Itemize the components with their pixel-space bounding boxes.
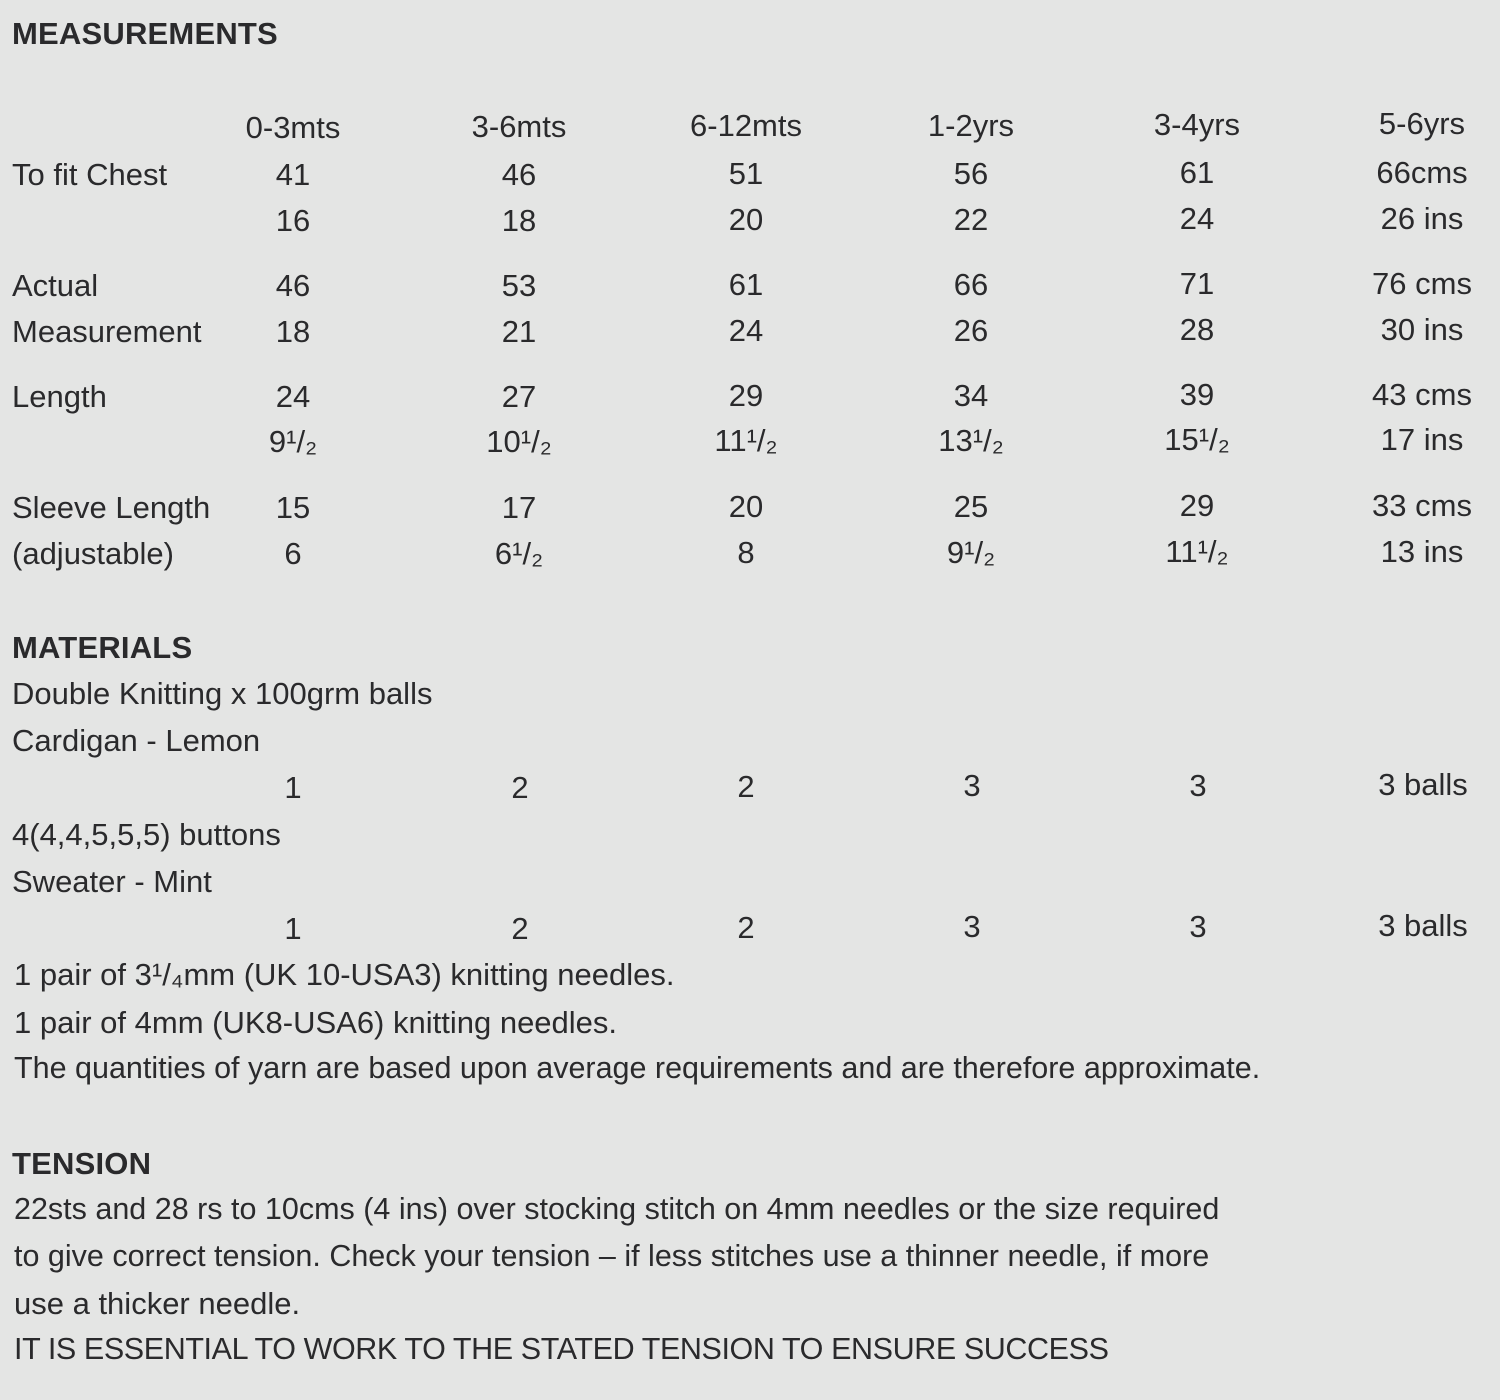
measurement-value: 13 ins	[1380, 533, 1464, 569]
measurement-label: Measurement	[12, 314, 202, 349]
sweater-label: Sweater - Mint	[12, 864, 212, 899]
measurement-value: 11¹/₂	[1165, 534, 1229, 570]
measurement-value: 26	[953, 312, 989, 348]
needles-line-2: 1 pair of 4mm (UK8-USA6) knitting needles.	[14, 1005, 618, 1040]
size-header: 6-12mts	[690, 108, 802, 143]
measurement-value: 18	[275, 314, 311, 349]
measurement-value: 17	[501, 489, 537, 525]
measurement-value: 51	[728, 156, 764, 191]
ball-count: 3	[963, 768, 981, 803]
materials-heading: MATERIALS	[12, 630, 193, 665]
measurement-value: 46	[501, 156, 537, 192]
measurement-label: To fit Chest	[12, 157, 168, 192]
measurement-value: 29	[1179, 488, 1215, 524]
measurement-value: 20	[728, 202, 764, 237]
measurement-value: 6	[284, 536, 302, 571]
measurement-value: 24	[275, 379, 311, 414]
ball-count: 2	[737, 910, 755, 945]
measurement-value: 6¹/₂	[494, 535, 544, 571]
ball-count: 3	[1189, 768, 1207, 803]
measurement-value: 9¹/₂	[946, 534, 996, 570]
measurement-value: 18	[501, 202, 537, 238]
ball-count: 3 balls	[1378, 908, 1468, 943]
size-header: 1-2yrs	[927, 108, 1015, 143]
measurement-value: 71	[1179, 266, 1215, 302]
measurement-value: 24	[728, 313, 764, 348]
measurement-value: 33 cms	[1372, 487, 1472, 523]
ball-count: 2	[511, 770, 529, 805]
measurement-value: 17 ins	[1380, 421, 1464, 457]
measurement-value: 20	[728, 489, 764, 524]
measurements-heading: MEASUREMENTS	[12, 16, 278, 51]
ball-count: 2	[737, 769, 755, 804]
tension-line-3: use a thicker needle.	[14, 1286, 301, 1321]
measurement-value: 56	[953, 155, 989, 191]
measurement-value: 8	[737, 535, 755, 570]
tension-line-2: to give correct tension. Check your tension – if less stitches use a thinner needle, if more	[14, 1239, 1210, 1273]
measurement-value: 16	[275, 203, 311, 238]
tension-heading: TENSION	[12, 1146, 152, 1181]
measurement-value: 39	[1179, 377, 1215, 413]
measurement-value: 13¹/₂	[938, 422, 1004, 458]
ball-count: 1	[284, 911, 302, 946]
size-header: 3-6mts	[471, 109, 567, 144]
yarn-type: Double Knitting x 100grm balls	[12, 676, 433, 711]
measurement-value: 24	[1179, 201, 1215, 237]
measurement-label: Actual	[12, 268, 99, 303]
measurement-label: Length	[12, 379, 107, 414]
yarn-quantity-note: The quantities of yarn are based upon average requirements and are therefore approximate.	[14, 1051, 1261, 1085]
measurement-value: 9¹/₂	[268, 424, 318, 459]
measurement-value: 66cms	[1376, 154, 1468, 190]
ball-count: 2	[511, 911, 529, 946]
measurement-value: 28	[1179, 312, 1215, 348]
ball-count: 3	[963, 909, 981, 944]
measurement-value: 22	[953, 201, 989, 237]
measurement-value: 15¹/₂	[1164, 422, 1230, 458]
measurement-value: 27	[501, 378, 537, 414]
ball-count: 3	[1189, 909, 1207, 944]
measurement-value: 21	[501, 313, 537, 349]
measurement-value: 61	[1179, 155, 1215, 191]
cardigan-label: Cardigan - Lemon	[12, 723, 261, 758]
size-header: 5-6yrs	[1378, 106, 1466, 141]
measurement-value: 41	[275, 157, 311, 192]
measurement-value: 11¹/₂	[714, 423, 778, 458]
size-header: 0-3mts	[245, 110, 341, 145]
measurement-value: 25	[953, 488, 989, 524]
measurement-value: 53	[501, 267, 537, 303]
measurement-label: Sleeve Length	[12, 490, 211, 525]
measurement-label: (adjustable)	[12, 536, 174, 571]
measurement-value: 61	[728, 267, 764, 302]
size-header: 3-4yrs	[1153, 107, 1241, 142]
measurement-value: 29	[728, 378, 764, 413]
buttons-count: 4(4,4,5,5,5) buttons	[12, 817, 281, 852]
needles-line-1: 1 pair of 3¹/₄mm (UK 10-USA3) knitting needles.	[14, 957, 675, 992]
measurement-value: 30 ins	[1380, 311, 1464, 347]
measurement-value: 34	[953, 377, 989, 413]
measurement-value: 26 ins	[1380, 200, 1464, 236]
measurement-value: 43 cms	[1372, 376, 1472, 412]
measurement-value: 46	[275, 268, 311, 303]
tension-line-1: 22sts and 28 rs to 10cms (4 ins) over stocking stitch on 4mm needles or the size required	[14, 1192, 1220, 1226]
measurement-value: 76 cms	[1372, 265, 1472, 301]
measurement-value: 66	[953, 266, 989, 302]
ball-count: 1	[284, 770, 302, 805]
measurement-value: 15	[275, 490, 311, 525]
ball-count: 3 balls	[1378, 767, 1468, 802]
tension-warning: IT IS ESSENTIAL TO WORK TO THE STATED TENSION TO ENSURE SUCCESS	[14, 1332, 1109, 1366]
measurement-value: 10¹/₂	[486, 423, 552, 459]
